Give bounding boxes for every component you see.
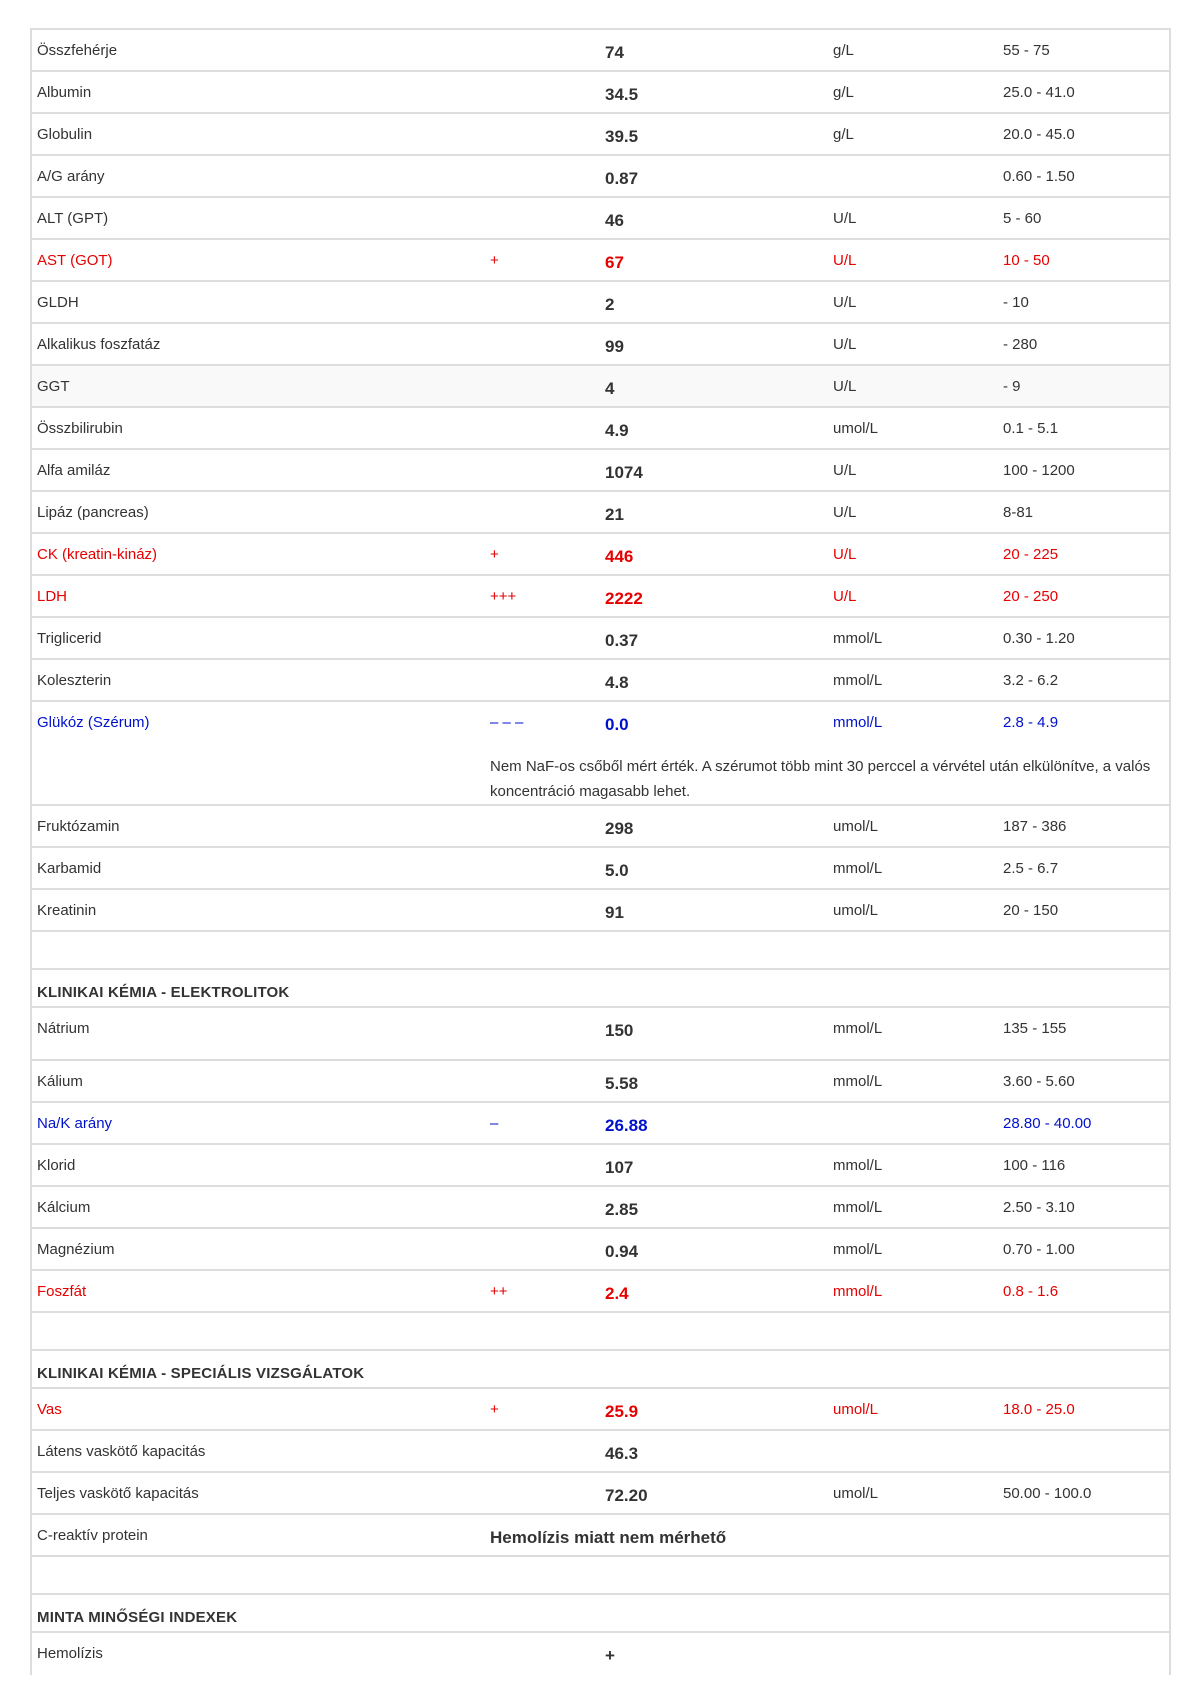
- reference-range: 20 - 225: [1003, 546, 1059, 563]
- result-unit: U/L: [833, 546, 857, 563]
- test-name: Na/K arány: [37, 1115, 113, 1132]
- status-flag: +: [490, 252, 499, 269]
- test-name: LDH: [37, 588, 68, 605]
- reference-range: - 9: [1003, 378, 1021, 395]
- test-name: Nátrium: [37, 1020, 90, 1037]
- result-unit: mmol/L: [833, 1199, 883, 1216]
- table-row: [32, 72, 1169, 114]
- result-value: 91: [605, 903, 624, 922]
- section-header: [32, 970, 1169, 1008]
- result-unit: umol/L: [833, 902, 879, 919]
- spacer-row: [32, 1557, 1169, 1595]
- test-name: AST (GOT): [37, 252, 113, 269]
- result-value: 25.9: [605, 1402, 639, 1421]
- result-value: 150: [605, 1021, 634, 1040]
- status-flag: ++: [490, 1283, 508, 1300]
- table-row: [32, 1271, 1169, 1313]
- result-unit: mmol/L: [833, 1020, 883, 1037]
- reference-range: 2.5 - 6.7: [1003, 860, 1059, 877]
- result-unit: U/L: [833, 504, 857, 521]
- reference-range: 5 - 60: [1003, 210, 1042, 227]
- test-name: Karbamid: [37, 860, 102, 877]
- test-name: Klorid: [37, 1157, 76, 1174]
- test-name: Alkalikus foszfatáz: [37, 336, 161, 353]
- result-value: 2.85: [605, 1200, 639, 1219]
- result-unit: U/L: [833, 378, 857, 395]
- section-header: [32, 1595, 1169, 1633]
- test-name: Alfa amiláz: [37, 462, 111, 479]
- result-value: 446: [605, 547, 634, 566]
- result-value: 0.0: [605, 715, 629, 734]
- result-value: 67: [605, 253, 624, 272]
- results-table: [30, 28, 1171, 1675]
- result-unit: U/L: [833, 588, 857, 605]
- table-row: [32, 1431, 1169, 1473]
- table-row: [32, 1145, 1169, 1187]
- reference-range: 0.70 - 1.00: [1003, 1241, 1075, 1258]
- result-value: 46: [605, 211, 624, 230]
- result-unit: mmol/L: [833, 672, 883, 689]
- result-value: 34.5: [605, 85, 639, 104]
- result-value: 5.0: [605, 861, 629, 880]
- test-name: Látens vaskötő kapacitás: [37, 1443, 206, 1460]
- test-name: Globulin: [37, 126, 93, 143]
- status-flag: –: [490, 1115, 499, 1132]
- table-row: [32, 660, 1169, 702]
- table-row: [32, 806, 1169, 848]
- test-name: Összfehérje: [37, 42, 118, 59]
- result-value: 0.37: [605, 631, 639, 650]
- table-row: [32, 114, 1169, 156]
- result-unit: U/L: [833, 294, 857, 311]
- result-value: 5.58: [605, 1074, 639, 1093]
- result-unit: umol/L: [833, 1485, 879, 1502]
- table-row: [32, 702, 1169, 806]
- table-row: [32, 890, 1169, 932]
- result-message: Hemolízis miatt nem mérhető: [490, 1528, 727, 1547]
- result-value: 21: [605, 505, 624, 524]
- section-title: KLINIKAI KÉMIA - SPECIÁLIS VIZSGÁLATOK: [37, 1365, 365, 1382]
- test-name: GGT: [37, 378, 70, 395]
- result-unit: g/L: [833, 126, 854, 143]
- result-unit: mmol/L: [833, 630, 883, 647]
- test-name: Hemolízis: [37, 1645, 103, 1662]
- table-row: [32, 1061, 1169, 1103]
- test-name: Vas: [37, 1401, 62, 1418]
- reference-range: 0.30 - 1.20: [1003, 630, 1075, 647]
- result-unit: g/L: [833, 42, 854, 59]
- test-name: Teljes vaskötő kapacitás: [37, 1485, 199, 1502]
- reference-range: 10 - 50: [1003, 252, 1050, 269]
- table-row: [32, 1008, 1169, 1061]
- table-row: [32, 240, 1169, 282]
- result-unit: U/L: [833, 252, 857, 269]
- table-row: [32, 1103, 1169, 1145]
- table-row: [32, 1389, 1169, 1431]
- reference-range: - 280: [1003, 336, 1038, 353]
- result-value: 2: [605, 295, 615, 314]
- table-row: [32, 156, 1169, 198]
- result-unit: U/L: [833, 210, 857, 227]
- result-value: 72.20: [605, 1486, 648, 1505]
- result-value: +: [605, 1646, 615, 1665]
- test-name: C-reaktív protein: [37, 1527, 148, 1544]
- reference-range: 28.80 - 40.00: [1003, 1115, 1092, 1132]
- test-name: Foszfát: [37, 1283, 87, 1300]
- table-row: [32, 1229, 1169, 1271]
- result-note: Nem NaF-os csőből mért érték. A szérumot több mint 30 perccel a vérvétel után elkülönítve, a valós koncentráció magasabb lehet.: [490, 758, 1151, 800]
- result-value: 74: [605, 43, 624, 62]
- result-unit: mmol/L: [833, 714, 883, 731]
- test-name: Kreatinin: [37, 902, 97, 919]
- result-value: 46.3: [605, 1444, 639, 1463]
- test-name: Kálium: [37, 1073, 83, 1090]
- test-name: Triglicerid: [37, 630, 102, 647]
- result-value: 4.9: [605, 421, 629, 440]
- result-value: 39.5: [605, 127, 639, 146]
- table-row: [32, 450, 1169, 492]
- reference-range: 25.0 - 41.0: [1003, 84, 1075, 101]
- table-row: [32, 30, 1169, 72]
- result-unit: U/L: [833, 462, 857, 479]
- test-name: Összbilirubin: [37, 420, 123, 437]
- table-row: [32, 492, 1169, 534]
- spacer-row: [32, 932, 1169, 970]
- status-flag: +: [490, 546, 499, 563]
- reference-range: 20 - 250: [1003, 588, 1059, 605]
- result-value: 2222: [605, 589, 643, 608]
- test-name: Glükóz (Szérum): [37, 714, 150, 731]
- result-value: 298: [605, 819, 634, 838]
- status-flag: – – –: [490, 714, 524, 731]
- reference-range: 55 - 75: [1003, 42, 1050, 59]
- table-row: [32, 282, 1169, 324]
- section-header: [32, 1351, 1169, 1389]
- result-value: 1074: [605, 463, 643, 482]
- reference-range: 8-81: [1003, 504, 1034, 521]
- result-unit: mmol/L: [833, 1241, 883, 1258]
- result-unit: mmol/L: [833, 860, 883, 877]
- result-value: 4.8: [605, 673, 629, 692]
- test-name: ALT (GPT): [37, 210, 109, 227]
- reference-range: 2.8 - 4.9: [1003, 714, 1059, 731]
- reference-range: 50.00 - 100.0: [1003, 1485, 1092, 1502]
- result-value: 0.87: [605, 169, 639, 188]
- result-value: 4: [605, 379, 615, 398]
- result-unit: g/L: [833, 84, 854, 101]
- result-unit: mmol/L: [833, 1157, 883, 1174]
- result-value: 2.4: [605, 1284, 629, 1303]
- result-unit: umol/L: [833, 1401, 879, 1418]
- reference-range: 20 - 150: [1003, 902, 1059, 919]
- reference-range: 100 - 1200: [1003, 462, 1075, 479]
- table-row: [32, 1515, 1169, 1557]
- result-unit: umol/L: [833, 818, 879, 835]
- result-unit: U/L: [833, 336, 857, 353]
- reference-range: 18.0 - 25.0: [1003, 1401, 1075, 1418]
- result-value: 26.88: [605, 1116, 648, 1135]
- result-unit: umol/L: [833, 420, 879, 437]
- section-title: MINTA MINŐSÉGI INDEXEK: [37, 1609, 238, 1626]
- test-name: CK (kreatin-kináz): [37, 546, 158, 563]
- spacer-row: [32, 1313, 1169, 1351]
- table-row: [32, 324, 1169, 366]
- test-name: Magnézium: [37, 1241, 115, 1258]
- reference-range: 0.8 - 1.6: [1003, 1283, 1059, 1300]
- table-row: [32, 576, 1169, 618]
- table-row: [32, 408, 1169, 450]
- table-row: [32, 1473, 1169, 1515]
- reference-range: 0.1 - 5.1: [1003, 420, 1059, 437]
- table-row: [32, 534, 1169, 576]
- table-row: [32, 198, 1169, 240]
- reference-range: 2.50 - 3.10: [1003, 1199, 1075, 1216]
- test-name: Albumin: [37, 84, 92, 101]
- reference-range: - 10: [1003, 294, 1029, 311]
- table-row: [32, 1187, 1169, 1229]
- reference-range: 135 - 155: [1003, 1020, 1067, 1037]
- table-row: [32, 618, 1169, 660]
- test-name: GLDH: [37, 294, 79, 311]
- test-name: A/G arány: [37, 168, 105, 185]
- status-flag: +: [490, 1401, 499, 1418]
- reference-range: 0.60 - 1.50: [1003, 168, 1075, 185]
- test-name: Fruktózamin: [37, 818, 120, 835]
- reference-range: 3.2 - 6.2: [1003, 672, 1059, 689]
- result-value: 107: [605, 1158, 634, 1177]
- table-row: [32, 366, 1169, 408]
- result-unit: mmol/L: [833, 1073, 883, 1090]
- section-title: KLINIKAI KÉMIA - ELEKTROLITOK: [37, 984, 290, 1001]
- reference-range: 3.60 - 5.60: [1003, 1073, 1075, 1090]
- result-value: 99: [605, 337, 624, 356]
- test-name: Lipáz (pancreas): [37, 504, 149, 521]
- reference-range: 20.0 - 45.0: [1003, 126, 1075, 143]
- status-flag: +++: [490, 588, 517, 605]
- table-row: [32, 1633, 1169, 1675]
- result-value: 0.94: [605, 1242, 639, 1261]
- reference-range: 100 - 116: [1003, 1157, 1066, 1174]
- reference-range: 187 - 386: [1003, 818, 1067, 835]
- table-row: [32, 848, 1169, 890]
- test-name: Kálcium: [37, 1199, 91, 1216]
- result-unit: mmol/L: [833, 1283, 883, 1300]
- test-name: Koleszterin: [37, 672, 112, 689]
